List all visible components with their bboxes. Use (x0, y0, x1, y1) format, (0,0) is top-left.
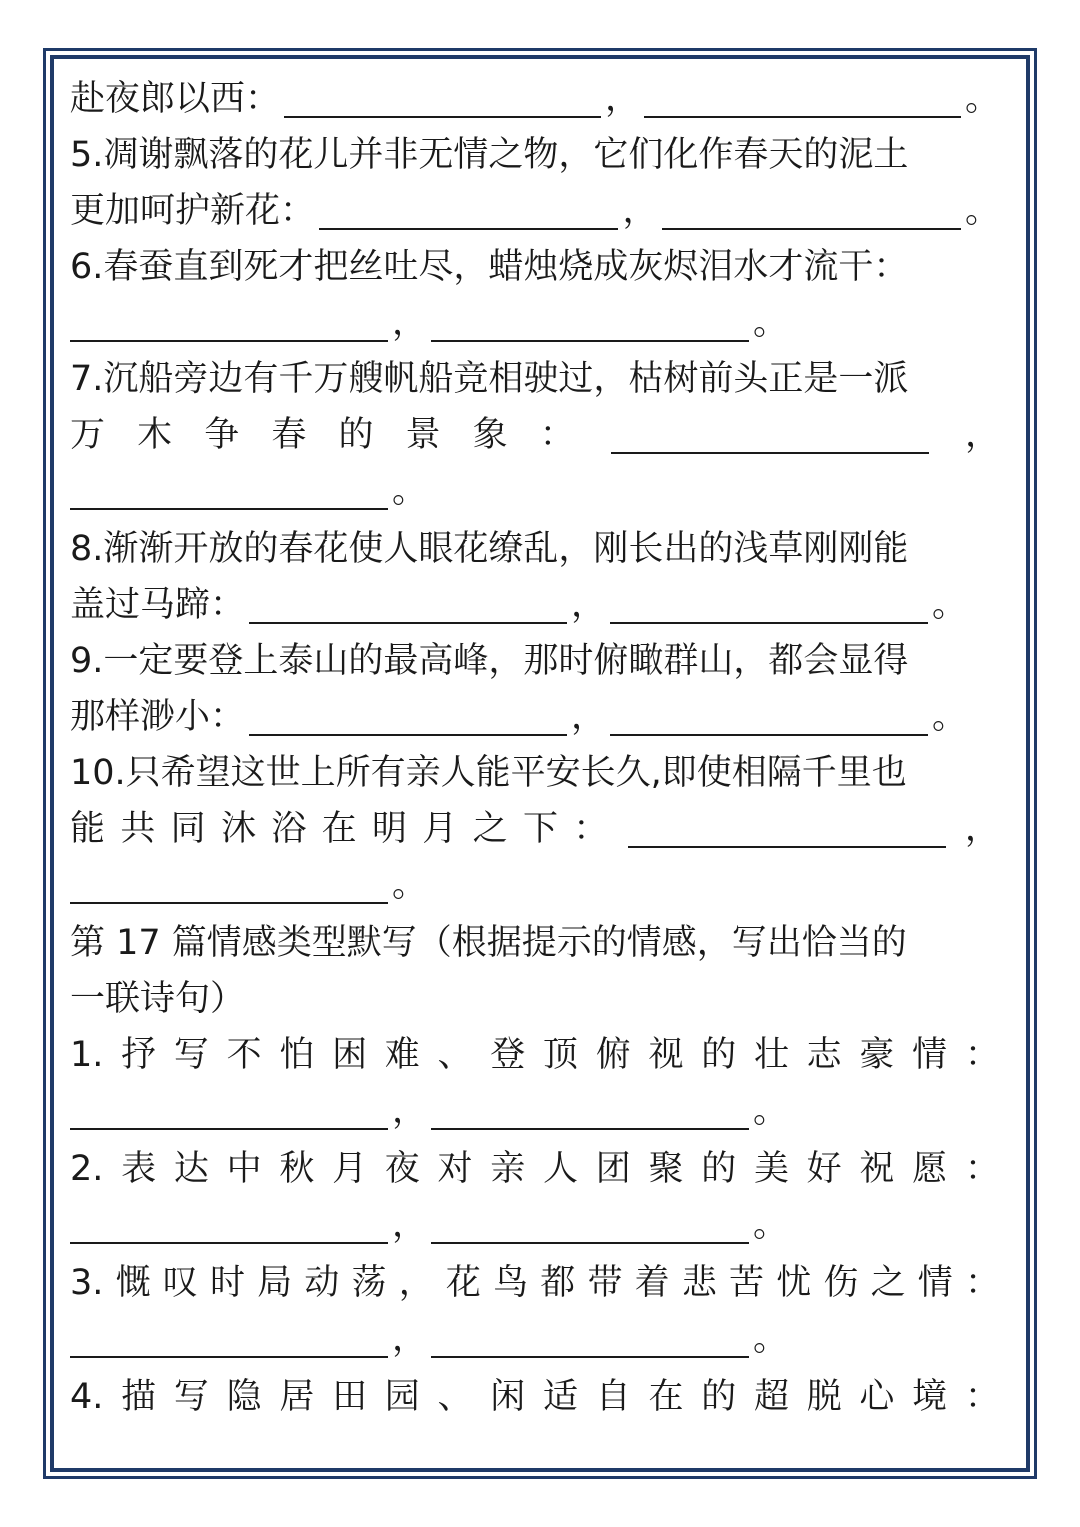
char: 怕 (279, 1035, 315, 1075)
emotion-answer-1 (70, 1083, 1000, 1139)
char: 志 (806, 1035, 842, 1075)
char: ： (964, 1149, 1000, 1189)
line-text: 7.沉船旁边有千万艘帆船竞相驶过，枯树前头正是一派 (70, 359, 909, 399)
char: 局 (257, 1263, 293, 1303)
char: 顶 (543, 1035, 579, 1075)
end-mark: 。 (964, 79, 1000, 119)
line-text: 10.只希望这世上所有亲人能平安长久,即使相隔千里也 (70, 753, 907, 793)
end-mark: 。 (753, 303, 789, 343)
char: 达 (173, 1149, 209, 1189)
char: 人 (543, 1149, 579, 1189)
answer-blank[interactable] (319, 192, 618, 230)
answer-blank[interactable] (628, 810, 946, 848)
char: 美 (753, 1149, 789, 1189)
char: 、 (437, 1377, 473, 1417)
answer-blank[interactable] (610, 698, 928, 736)
answer-blank[interactable] (431, 1092, 749, 1130)
char: ： (573, 809, 609, 849)
answer-blank[interactable] (249, 586, 567, 624)
section-title: 第 17 篇情感类型默写（根据提示的情感，写出恰当的 (70, 923, 907, 963)
separator: ， (392, 1091, 428, 1131)
answer-blank[interactable] (644, 80, 961, 118)
answer-blank[interactable] (70, 1320, 388, 1358)
char: 情 (917, 1263, 953, 1303)
answer-blank[interactable] (70, 866, 388, 904)
char: 团 (595, 1149, 631, 1189)
char: 4. (70, 1377, 104, 1417)
char: 壮 (753, 1035, 789, 1075)
char: 同 (170, 809, 206, 849)
char: 争 (204, 415, 240, 455)
char: 能 (70, 809, 106, 849)
char: ： (964, 1035, 1000, 1075)
char: ： (964, 1263, 1000, 1303)
char: 明 (371, 809, 407, 849)
end-mark: 。 (932, 585, 968, 625)
char: 2. (70, 1149, 104, 1189)
char: 居 (279, 1377, 315, 1417)
emotion-answer-2 (70, 1197, 1000, 1253)
line-text: 更加呵护新花： (70, 191, 316, 231)
question-5-line-1 (70, 127, 1000, 183)
char: 困 (332, 1035, 368, 1075)
line-text: 8.渐渐开放的春花使人眼花缭乱，刚长出的浅草刚刚能 (70, 529, 909, 569)
char: 对 (437, 1149, 473, 1189)
line-text: 9.一定要登上泰山的最高峰，那时俯瞰群山，都会显得 (70, 641, 909, 681)
char: 不 (226, 1035, 262, 1075)
line-text: 5.凋谢飘落的花儿并非无情之物，它们化作春天的泥土 (70, 135, 909, 175)
answer-blank[interactable] (70, 1092, 388, 1130)
separator: ， (622, 191, 658, 231)
char: 慨 (115, 1263, 151, 1303)
section-17-heading (70, 915, 1000, 971)
char: 愿 (912, 1149, 948, 1189)
answer-blank[interactable] (610, 586, 928, 624)
line-text: 赴夜郎以西： (70, 79, 281, 119)
char: 象 (472, 415, 508, 455)
char: 之 (472, 809, 508, 849)
char: 描 (121, 1377, 157, 1417)
char: 在 (321, 809, 357, 849)
question-9-line-1 (70, 633, 1000, 689)
char: 田 (332, 1377, 368, 1417)
end-mark: 。 (753, 1319, 789, 1359)
section-17-heading-cont (70, 971, 1000, 1027)
char: ： (964, 1377, 1000, 1417)
char: 3. (70, 1263, 104, 1303)
char: 的 (701, 1377, 737, 1417)
separator: ， (964, 809, 1000, 849)
char: 亲 (490, 1149, 526, 1189)
end-mark: 。 (753, 1205, 789, 1245)
char: 浴 (271, 809, 307, 849)
char: 豪 (859, 1035, 895, 1075)
char: 都 (540, 1263, 576, 1303)
end-mark: 。 (964, 191, 1000, 231)
char: 适 (543, 1377, 579, 1417)
question-6-answer-line (70, 295, 1000, 351)
question-5-line-2 (70, 183, 1000, 239)
char: 脱 (806, 1377, 842, 1417)
line-1 (70, 71, 1000, 127)
char: 动 (304, 1263, 340, 1303)
answer-blank[interactable] (431, 304, 749, 342)
answer-blank[interactable] (431, 1206, 749, 1244)
char: 共 (120, 809, 156, 849)
char: 闲 (490, 1377, 526, 1417)
char: 的 (701, 1149, 737, 1189)
char: 带 (587, 1263, 623, 1303)
char: ， (398, 1263, 434, 1303)
question-8-line-2 (70, 577, 1000, 633)
char: 园 (384, 1377, 420, 1417)
emotion-question-3 (70, 1255, 1000, 1311)
answer-blank[interactable] (662, 192, 961, 230)
end-mark: 。 (392, 865, 428, 905)
separator: ， (964, 415, 1000, 455)
question-6-line-1 (70, 239, 1000, 295)
char: 的 (338, 415, 374, 455)
separator: ， (392, 1205, 428, 1245)
end-mark: 。 (392, 471, 428, 511)
char: 写 (173, 1377, 209, 1417)
char: 着 (634, 1263, 670, 1303)
char: 隐 (226, 1377, 262, 1417)
answer-blank[interactable] (611, 416, 929, 454)
char: 叹 (162, 1263, 198, 1303)
answer-blank[interactable] (70, 472, 388, 510)
question-7-line-1 (70, 351, 1000, 407)
char: 视 (648, 1035, 684, 1075)
worksheet-frame (50, 55, 1030, 1472)
char: 悲 (681, 1263, 717, 1303)
answer-blank[interactable] (284, 80, 601, 118)
char: 1. (70, 1035, 104, 1075)
char: 下 (522, 809, 558, 849)
char: 伤 (823, 1263, 859, 1303)
char: 写 (173, 1035, 209, 1075)
char: 俯 (595, 1035, 631, 1075)
char: 好 (806, 1149, 842, 1189)
answer-blank[interactable] (249, 698, 567, 736)
question-7-line-2 (70, 407, 1000, 463)
separator: ， (604, 79, 640, 119)
char: 情 (912, 1035, 948, 1075)
char: 难 (384, 1035, 420, 1075)
char: 抒 (121, 1035, 157, 1075)
question-10-line-2 (70, 801, 1000, 857)
char: 月 (422, 809, 458, 849)
separator: ， (392, 303, 428, 343)
line-text: 6.春蚕直到死才把丝吐尽，蜡烛烧成灰烬泪水才流干： (70, 247, 909, 287)
char: 花 (445, 1263, 481, 1303)
end-mark: 。 (932, 697, 968, 737)
char: 聚 (648, 1149, 684, 1189)
char: ： (539, 415, 575, 455)
char: 心 (859, 1377, 895, 1417)
char: 中 (226, 1149, 262, 1189)
emotion-question-2 (70, 1141, 1000, 1197)
question-10-line-1 (70, 745, 1000, 801)
char: 超 (753, 1377, 789, 1417)
section-title-cont: 一联诗句） (70, 979, 246, 1019)
char: 鸟 (493, 1263, 529, 1303)
question-9-line-2 (70, 689, 1000, 745)
question-8-line-1 (70, 521, 1000, 577)
line-text: 盖过马蹄： (70, 585, 246, 625)
char: 春 (271, 415, 307, 455)
emotion-answer-3 (70, 1311, 1000, 1367)
char: 夜 (384, 1149, 420, 1189)
char: 沐 (220, 809, 256, 849)
char: 之 (870, 1263, 906, 1303)
char: 时 (209, 1263, 245, 1303)
char: 月 (332, 1149, 368, 1189)
end-mark: 。 (753, 1091, 789, 1131)
question-7-answer-line (70, 463, 1000, 519)
char: 万 (70, 415, 106, 455)
question-10-answer-line (70, 857, 1000, 913)
answer-blank[interactable] (70, 304, 388, 342)
char: 秋 (279, 1149, 315, 1189)
char: 忧 (776, 1263, 812, 1303)
char: 景 (405, 415, 441, 455)
char: 自 (595, 1377, 631, 1417)
char: 在 (648, 1377, 684, 1417)
char: 表 (121, 1149, 157, 1189)
line-text: 那样渺小： (70, 697, 246, 737)
answer-blank[interactable] (70, 1206, 388, 1244)
char: 的 (701, 1035, 737, 1075)
answer-blank[interactable] (431, 1320, 749, 1358)
char: 祝 (859, 1149, 895, 1189)
char: 苦 (729, 1263, 765, 1303)
separator: ， (571, 697, 607, 737)
separator: ， (392, 1319, 428, 1359)
char: 境 (912, 1377, 948, 1417)
emotion-question-4 (70, 1369, 1000, 1425)
char: 登 (490, 1035, 526, 1075)
char: 、 (437, 1035, 473, 1075)
char: 荡 (351, 1263, 387, 1303)
separator: ， (571, 585, 607, 625)
char: 木 (137, 415, 173, 455)
emotion-question-1 (70, 1027, 1000, 1083)
